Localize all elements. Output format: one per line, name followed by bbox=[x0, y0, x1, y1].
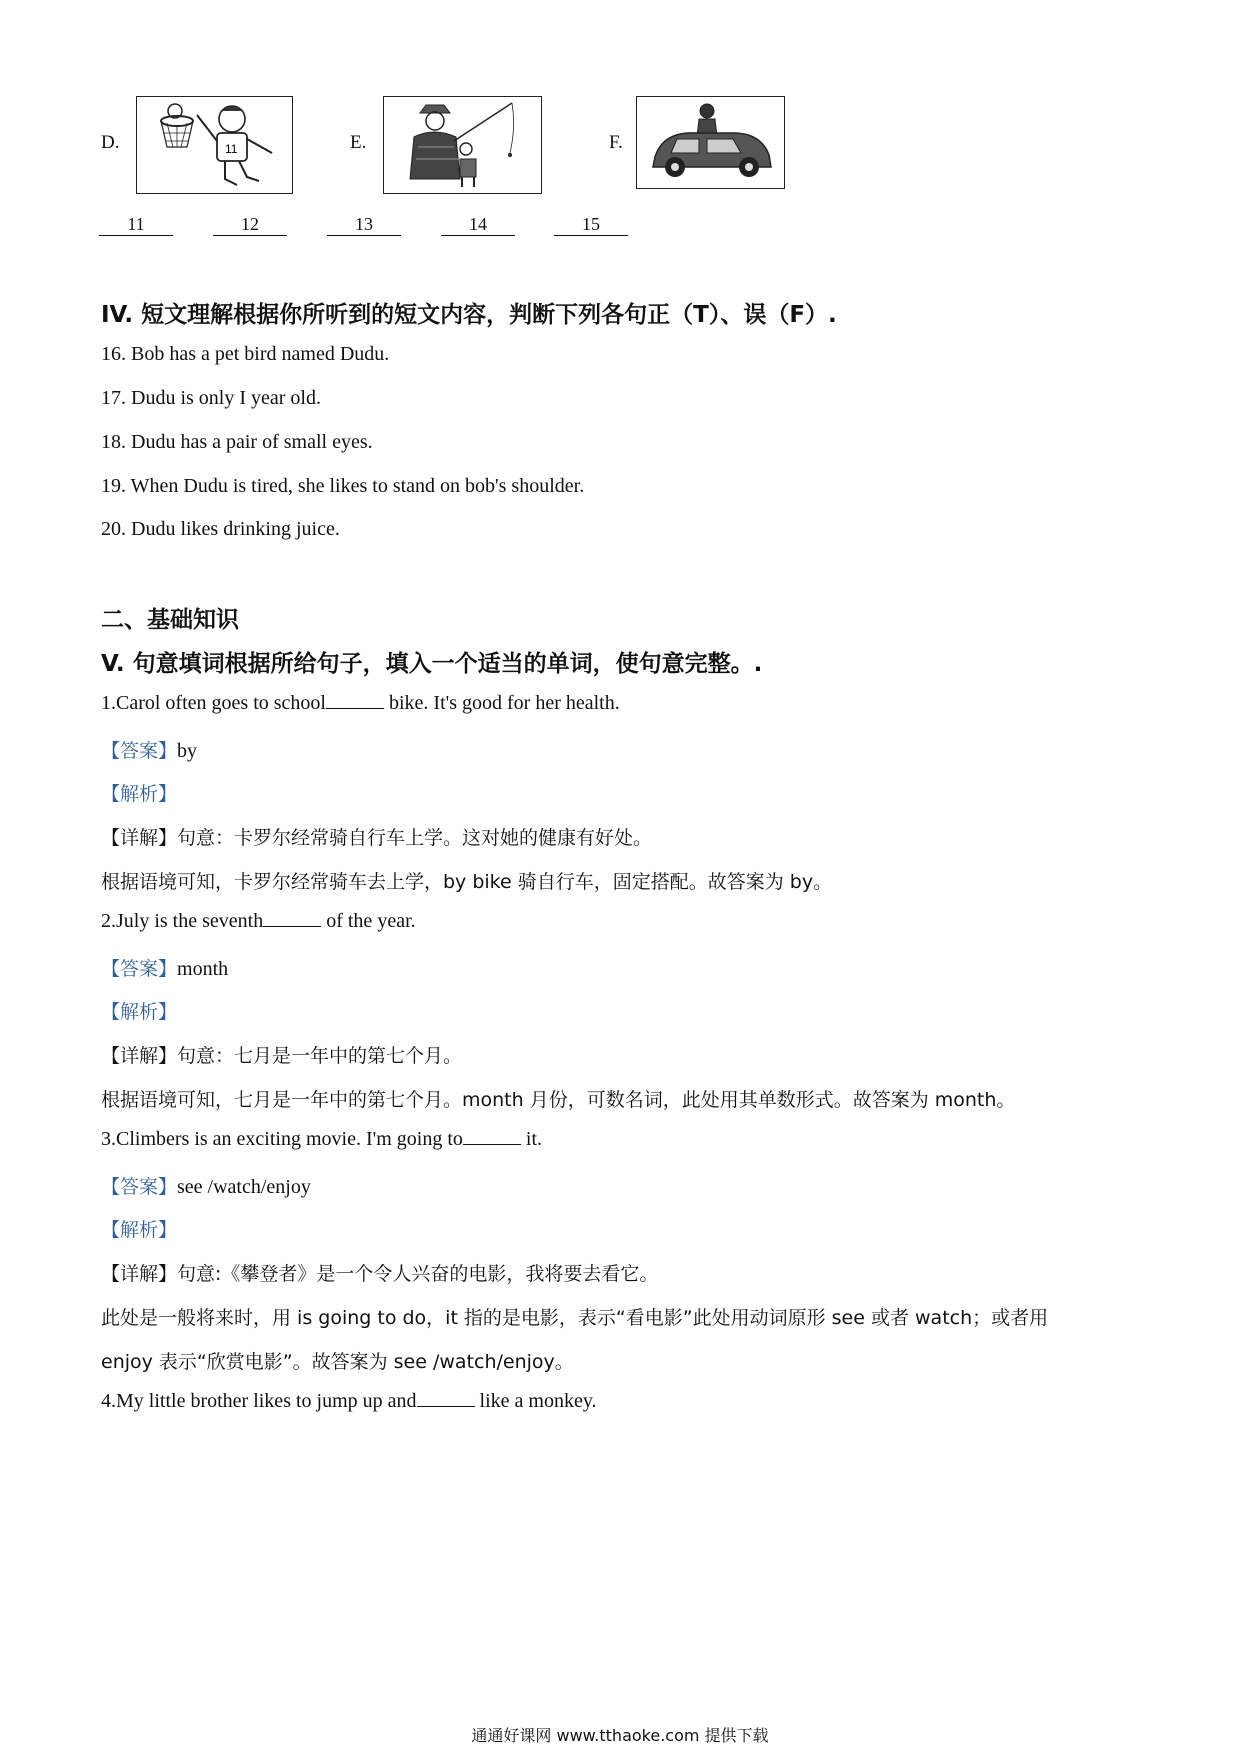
answer-blank-12[interactable]: 12 bbox=[213, 213, 287, 236]
question-2-text-before: 2.July is the seventh bbox=[101, 910, 264, 932]
question-2-blank[interactable] bbox=[263, 912, 321, 927]
answer-blank-11[interactable]: 11 bbox=[99, 213, 173, 236]
answer-tag: 【答案】 bbox=[101, 958, 178, 980]
detail-tag: 【详解】 bbox=[101, 1045, 178, 1067]
detail-text: 句意：七月是一年中的第七个月。 bbox=[177, 1045, 463, 1067]
detail-tag: 【详解】 bbox=[101, 1263, 178, 1285]
answer-tag: 【答案】 bbox=[101, 1176, 178, 1198]
option-f-label: F. bbox=[609, 132, 623, 153]
answer-blank-15[interactable]: 15 bbox=[554, 213, 628, 236]
question-3-text-before: 3.Climbers is an exciting movie. I'm going to bbox=[101, 1128, 463, 1150]
question-1-blank[interactable] bbox=[326, 694, 384, 709]
question-3-detail bbox=[101, 1259, 658, 1286]
question-2-explanation: 根据语境可知，七月是一年中的第七个月。month 月份，可数名词，此处用其单数形式。故答案为 month。 bbox=[101, 1089, 1016, 1111]
question-1-text-before: 1.Carol often goes to school bbox=[101, 692, 326, 714]
question-1-text-after: bike. It's good for her health. bbox=[383, 692, 620, 714]
statement-19: 19. When Dudu is tired, she likes to stand on bob's shoulder. bbox=[101, 475, 585, 497]
analysis-tag: 【解析】 bbox=[101, 783, 178, 805]
jersey-number: 11 bbox=[225, 142, 238, 156]
question-2-answer bbox=[101, 954, 228, 981]
question-3-explanation-line-2: enjoy 表示“欣赏电影”。故答案为 see /watch/enjoy。 bbox=[101, 1351, 574, 1373]
answer-blank-14[interactable]: 14 bbox=[441, 213, 515, 236]
question-3-blank[interactable] bbox=[463, 1130, 521, 1145]
question-1-detail bbox=[101, 823, 652, 850]
question-4-blank[interactable] bbox=[417, 1392, 475, 1407]
analysis-tag: 【解析】 bbox=[101, 1219, 178, 1241]
question-3 bbox=[101, 1128, 542, 1151]
detail-tag: 【详解】 bbox=[101, 827, 178, 849]
question-1 bbox=[101, 692, 620, 715]
statement-18: 18. Dudu has a pair of small eyes. bbox=[101, 431, 373, 453]
question-4-text-before: 4.My little brother likes to jump up and bbox=[101, 1390, 417, 1412]
statement-17: 17. Dudu is only I year old. bbox=[101, 387, 321, 409]
option-d-label: D. bbox=[101, 132, 120, 153]
answer-value: month bbox=[177, 958, 229, 980]
answer-value: see /watch/enjoy bbox=[177, 1176, 311, 1198]
fishing-illustration bbox=[384, 97, 541, 193]
question-2-text-after: of the year. bbox=[321, 910, 416, 932]
question-4-text-after: like a monkey. bbox=[474, 1390, 597, 1412]
picture-f-car bbox=[636, 96, 785, 189]
question-3-text-after: it. bbox=[520, 1128, 543, 1150]
option-e-label: E. bbox=[350, 132, 367, 153]
question-3-explanation-line-1: 此处是一般将来时，用 is going to do，it 指的是电影，表示“看电影”此处用动词原形 see 或者 watch；或者用 bbox=[101, 1307, 1049, 1329]
footer-watermark: 通通好课网 www.tthaoke.com 提供下载 bbox=[471, 1726, 769, 1745]
basketball-player-illustration bbox=[137, 97, 292, 193]
analysis-tag: 【解析】 bbox=[101, 1001, 178, 1023]
detail-text: 句意:《攀登者》是一个令人兴奋的电影，我将要去看它。 bbox=[177, 1263, 659, 1285]
question-2 bbox=[101, 910, 416, 933]
question-1-explanation: 根据语境可知，卡罗尔经常骑车去上学，by bike 骑自行车，固定搭配。故答案为 by。 bbox=[101, 871, 833, 893]
part-2-heading: 二、基础知识 bbox=[101, 607, 239, 633]
answer-blank-13[interactable]: 13 bbox=[327, 213, 401, 236]
section-5-heading: V. 句意填词根据所给句子，填入一个适当的单词，使句意完整。. bbox=[101, 651, 763, 677]
picture-d-basketball bbox=[136, 96, 293, 194]
car-illustration bbox=[637, 97, 784, 188]
detail-text: 句意：卡罗尔经常骑自行车上学。这对她的健康有好处。 bbox=[177, 827, 653, 849]
question-4 bbox=[101, 1390, 597, 1413]
question-2-detail bbox=[101, 1041, 462, 1068]
picture-e-fishing bbox=[383, 96, 542, 194]
question-3-answer bbox=[101, 1172, 311, 1199]
statement-20: 20. Dudu likes drinking juice. bbox=[101, 518, 340, 540]
statement-16: 16. Bob has a pet bird named Dudu. bbox=[101, 343, 390, 365]
section-4-heading: IV. 短文理解根据你所听到的短文内容，判断下列各句正（T）、误（F）. bbox=[101, 302, 837, 328]
question-1-answer bbox=[101, 736, 197, 763]
answer-tag: 【答案】 bbox=[101, 740, 178, 762]
answer-value: by bbox=[177, 740, 198, 762]
